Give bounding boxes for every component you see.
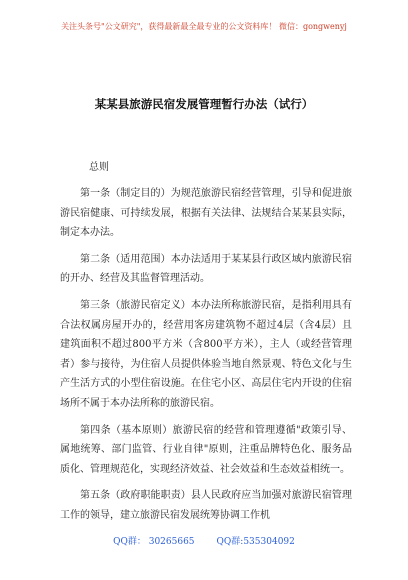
footer-contact: [0, 534, 408, 547]
footer-qq-group-1: QQ群： 30265665: [113, 537, 195, 547]
header-note: 关注头条号"公文研究"，获得最新最全最专业的公文资料库！ 微信：gongwenyj: [61, 22, 347, 31]
article-4-paragraph: 第四条（基本原则）旅游民宿的经营和管理遵循"政策引导、属地统筹、部门监管、行业自律"原则，注重品牌特色化、服务品质化、管理规范化，实现经济效益、社会效益和生态效益相统一。: [60, 424, 352, 475]
document-title: 某某县旅游民宿发展管理暂行办法（试行）: [94, 97, 314, 111]
article-5-paragraph: 第五条（政府职能职责）县人民政府应当加强对旅游民宿管理工作的领导，建立旅游民宿发展统筹协调工作机: [60, 490, 352, 521]
article-3-paragraph: 第三条（旅游民宿定义）本办法所称旅游民宿，是指利用具有合法权属房屋开办的，经营用客房建筑物不超过4层（含4层）且建筑面积不超过800平方米（含800平方米），主人（或经营管理者）参与接待，为住宿人员提供体验当地自然景观、特色文化与生产生活方式的小型住宿设施。在住宅小区、高层住宅内开设的住宿场所不属于本办法所称的旅游民宿。: [60, 299, 352, 409]
article-2-paragraph: 第二条（适用范围）本办法适用于某某县行政区域内旅游民宿的开办、经营及其监督管理活动。: [60, 253, 352, 285]
article-1-paragraph: 第一条（制定目的）为规范旅游民宿经营管理，引导和促进旅游民宿健康、可持续发展，根据有关法律、法规结合某某县实际，制定本办法。: [60, 188, 352, 239]
document-body: [60, 184, 352, 533]
section-heading: 总则: [89, 162, 109, 173]
footer-qq-group-2: QQ群:535304092: [216, 537, 295, 547]
